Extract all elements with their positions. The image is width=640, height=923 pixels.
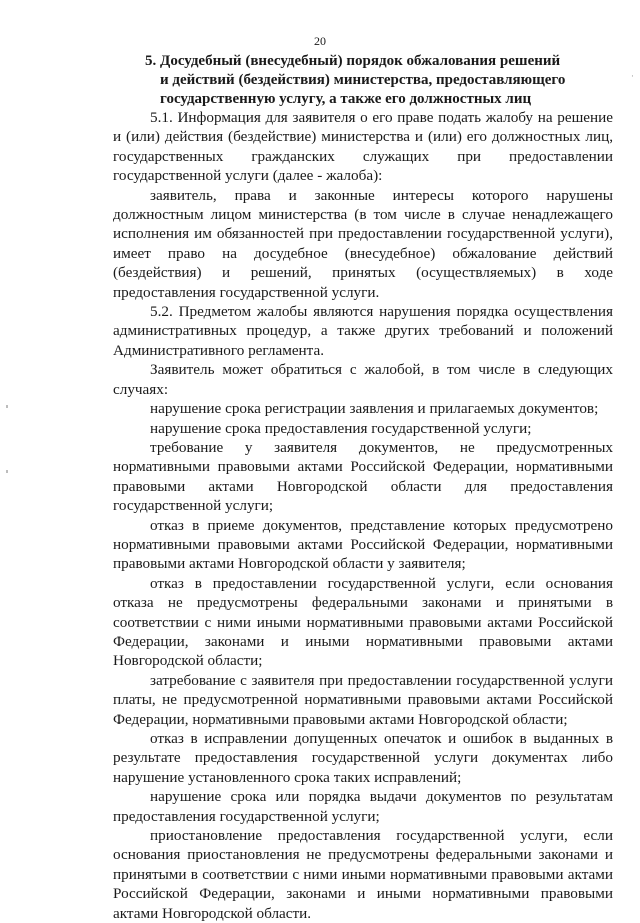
heading-line-3: государственную услугу, а также его должностных лиц [160, 91, 532, 107]
paragraph-5-1: 5.1. Информация для заявителя о его праве подать жалобу на решение и (или) действия (бездействие) министерства и (или) его должностных лиц, государственных гражданских служащих при предоставлении государственной услуги (далее - жалоба): [113, 109, 613, 185]
heading-line-1: 5. Досудебный (внесудебный) порядок обжалования решений [145, 53, 561, 69]
paragraph-5-2: 5.2. Предметом жалобы являются нарушения порядка осуществления административных процедур, а также других требований и положений Административного регламента. [113, 303, 613, 359]
case-registration-deadline: нарушение срока регистрации заявления и прилагаемых документов; [150, 400, 599, 418]
case-suspension: приостановление предоставления государственной услуги, если основания приостановления не предусмотрены федеральными законами и принятыми в соответствии с ними иными нормативными правовыми актами Российской Федерации, законами и иными нормативными правовыми актами Новгородской области. [113, 827, 613, 922]
scan-margin-mark [6, 405, 8, 408]
case-refusal-service: отказ в предоставлении государственной услуги, если основания отказа не предусмотрены федеральными законами и принятыми в соответствии с ними иными нормативными правовыми актами Российской Федерации, законами и иными нормативными правовыми актами Новгородской области; [113, 574, 613, 670]
case-refusal-corrections: отказ в исправлении допущенных опечаток и ошибок в выданных в результате предоставления государственной услуги документах либо нарушение установленного срока таких исправлений; [113, 730, 613, 786]
document-body [113, 108, 613, 923]
case-fee-demand: затребование с заявителя при предоставлении государственной услуги платы, не предусмотренной нормативными правовыми актами Российской Федерации, нормативными правовыми актами Новгородской области; [113, 671, 613, 728]
section-heading [145, 52, 585, 109]
case-refusal-acceptance: отказ в приеме документов, представление которых предусмотрено нормативными правовыми актами Российской Федерации, нормативными правовыми актами Новгородской области у заявителя; [113, 516, 613, 573]
scan-edge-mark: · [631, 72, 634, 82]
page-number: 20 [314, 34, 326, 48]
case-excess-documents: требование у заявителя документов, не предусмотренных нормативными правовыми актами Российской Федерации, нормативными правовыми актами Новгородской области для предоставления государственной услуги; [113, 438, 613, 515]
scan-margin-mark [6, 470, 8, 473]
heading-line-2: и действий (бездействия) министерства, предоставляющего [160, 72, 566, 88]
paragraph-applicant-rights: заявитель, права и законные интересы которого нарушены должностным лицом министерства (в том числе в случае ненадлежащего исполнения им обязанностей при предоставлении государственной услуги), имеет право на досудебное (внесудебное) обжалование действий (бездействия) и решений, принятых (осуществляемых) в ходе предоставления государственной услуги. [113, 186, 613, 301]
case-issuance-violation: нарушение срока или порядка выдачи документов по результатам предоставления государственной услуги; [113, 788, 613, 825]
case-service-deadline: нарушение срока предоставления государственной услуги; [150, 419, 532, 437]
paragraph-cases-intro: Заявитель может обратиться с жалобой, в том числе в следующих случаях: [113, 361, 613, 398]
